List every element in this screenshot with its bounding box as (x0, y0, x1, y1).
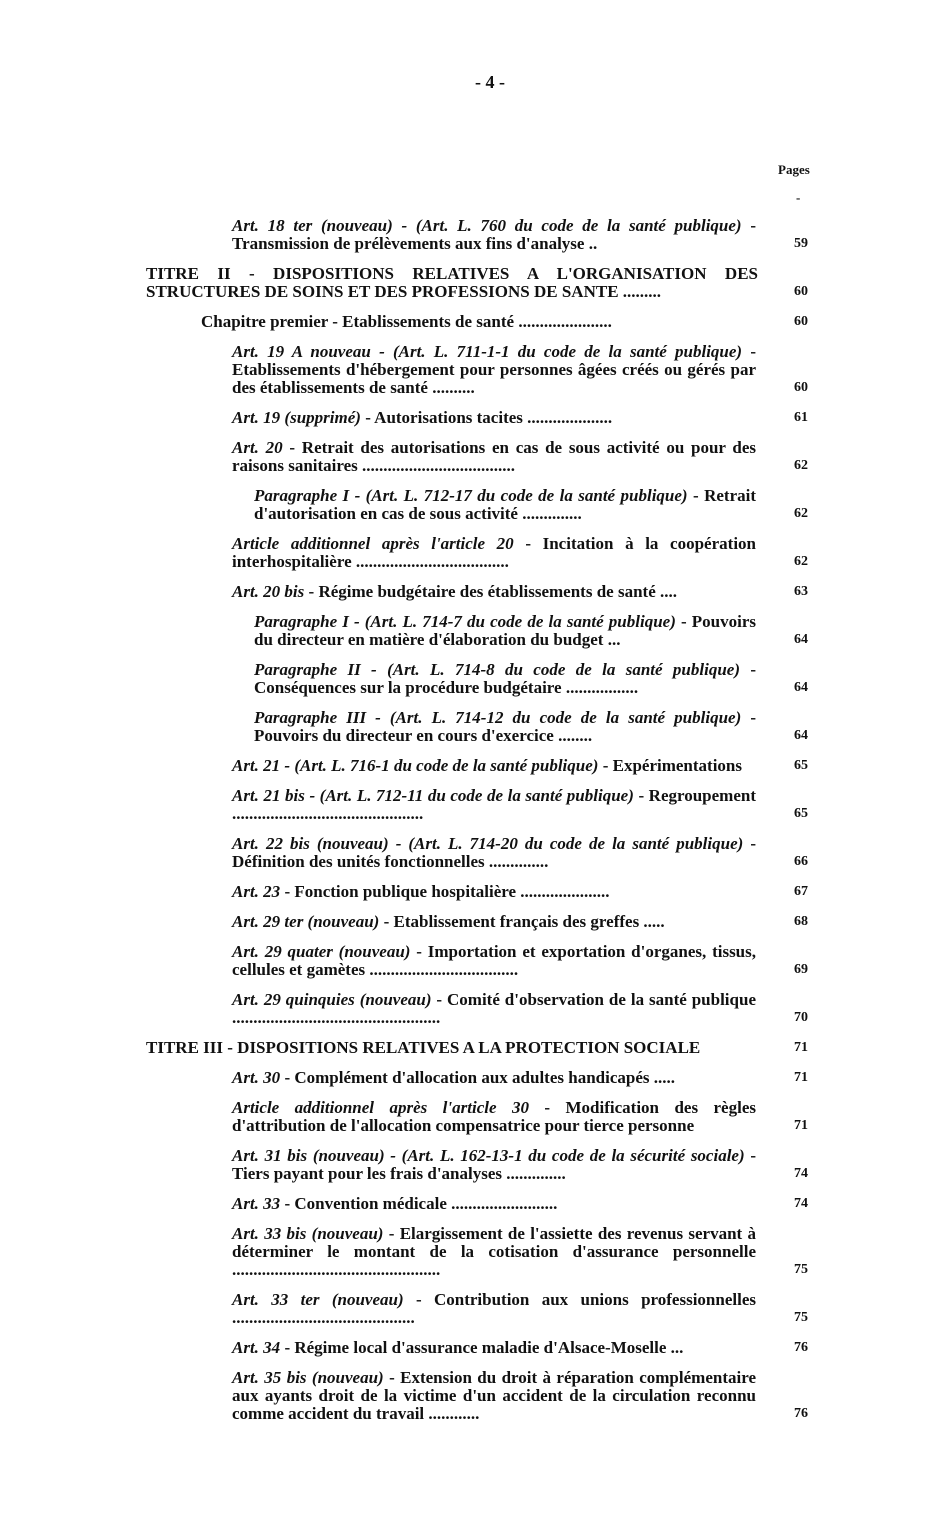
toc-entry (232, 438, 808, 475)
toc-entry-text (232, 1069, 756, 1087)
toc-entry-reference: Art. 35 bis (nouveau) (232, 1368, 384, 1387)
toc-entry (146, 264, 808, 301)
toc-entry-reference: Paragraphe I - (Art. L. 714-7 du code de la santé publique) (254, 612, 676, 631)
toc-entry-reference: Article additionnel après l'article 30 (232, 1098, 529, 1117)
toc-entry-text (232, 1369, 756, 1423)
toc-entry-text (232, 343, 756, 397)
toc-entry-page-number: 76 (794, 1406, 808, 1421)
toc-entry-reference: Art. 29 quater (nouveau) (232, 942, 411, 961)
toc-entry-page-number: 74 (794, 1166, 808, 1181)
toc-entry-reference: Paragraphe II - (Art. L. 714-8 du code de la santé publique) (254, 660, 740, 679)
toc-entry-title: - Complément d'allocation aux adultes handicapés ..... (280, 1068, 675, 1087)
toc-entry-title: - Conséquences sur la procédure budgétaire ................. (254, 660, 756, 697)
toc-entry-text (254, 661, 756, 697)
toc-entry-text (232, 439, 756, 475)
toc-entry-page-number: 64 (794, 680, 808, 695)
toc-entry (254, 612, 808, 649)
toc-entry-page-number: 71 (794, 1118, 808, 1133)
toc-entry-page-number: 65 (794, 806, 808, 821)
toc-entry (232, 756, 808, 775)
toc-entry-title: - Pouvoirs du directeur en matière d'élaboration du budget ... (254, 612, 756, 649)
toc-entry-text (232, 883, 756, 901)
toc-entry (232, 912, 808, 931)
toc-entry-page-number: 75 (794, 1262, 808, 1277)
toc-entry-title: - Elargissement de l'assiette des revenus servant à déterminer le montant de la cotisation d'assurance personnelle ................................................. (232, 1224, 756, 1279)
toc-entry-reference: Art. 33 bis (nouveau) (232, 1224, 384, 1243)
toc-entry-text (232, 835, 756, 871)
toc-entry-text (232, 217, 756, 253)
toc-entry (232, 942, 808, 979)
toc-entry-page-number: 63 (794, 584, 808, 599)
toc-entry-text (232, 409, 756, 427)
toc-entry (232, 1098, 808, 1135)
toc-entry-page-number: 60 (794, 314, 808, 329)
toc-entry-title: - Comité d'observation de la santé publique ................................................. (232, 990, 756, 1027)
toc-entry-text (232, 1225, 756, 1279)
toc-entry (232, 1146, 808, 1183)
toc-entry-text (232, 1195, 756, 1213)
toc-entry (232, 990, 808, 1027)
toc-entry-page-number: 65 (794, 758, 808, 773)
toc-entry-text (232, 1339, 756, 1357)
toc-entry-reference: Art. 34 (232, 1338, 281, 1357)
toc-entry (232, 1224, 808, 1279)
toc-entry (232, 834, 808, 871)
toc-entry-title: Chapitre premier - Etablissements de santé ...................... (201, 312, 612, 331)
toc-entry-page-number: 64 (794, 728, 808, 743)
toc-entry-page-number: 60 (794, 380, 808, 395)
toc-entry (232, 534, 808, 571)
toc-entry-reference: Art. 31 bis (nouveau) - (Art. L. 162-13-1 du code de la sécurité sociale) (232, 1146, 745, 1165)
toc-entry-title: - Convention médicale ......................... (280, 1194, 558, 1213)
toc-entry (232, 582, 808, 601)
toc-entry-title: - Régime budgétaire des établissements de santé .... (304, 582, 677, 601)
toc-entry (254, 486, 808, 523)
toc-entry-page-number: 75 (794, 1310, 808, 1325)
toc-entry-text (201, 313, 763, 331)
toc-entry-page-number: 76 (794, 1340, 808, 1355)
toc-entry-text (254, 709, 756, 745)
page-number: - 4 - (475, 72, 505, 92)
toc-entry-title: - Retrait des autorisations en cas de sous activité ou pour des raisons sanitaires .................................... (232, 438, 756, 475)
toc-entry (232, 1290, 808, 1327)
toc-entry-page-number: 64 (794, 632, 808, 647)
toc-entry-text (232, 1099, 756, 1135)
toc-entry (232, 1368, 808, 1423)
toc-entry-text (254, 487, 756, 523)
toc-entry-reference: Art. 29 quinquies (nouveau) (232, 990, 432, 1009)
toc-entry-reference: Art. 20 bis (232, 582, 305, 601)
toc-entry (146, 1038, 808, 1057)
toc-entry-title: TITRE III - DISPOSITIONS RELATIVES A LA PROTECTION SOCIALE (146, 1038, 701, 1057)
toc-entry-reference: Art. 21 bis - (Art. L. 712-11 du code de la santé publique) (232, 786, 634, 805)
toc-entry-title: TITRE II - DISPOSITIONS RELATIVES A L'ORGANISATION DES STRUCTURES DE SOINS ET DES PROFESSIONS DE SANTE ......... (146, 264, 758, 301)
toc-entry (232, 1068, 808, 1087)
toc-entry-page-number: 69 (794, 962, 808, 977)
toc-entry-reference: Art. 33 ter (nouveau) (232, 1290, 404, 1309)
toc-entry-title: - Regroupement ............................................. (232, 786, 757, 823)
toc-entry-title: - Retrait d'autorisation en cas de sous activité .............. (254, 486, 757, 523)
toc-entry (232, 1338, 808, 1357)
toc-entry-title: - Modification des règles d'attribution de l'allocation compensatrice pour tierce personne (232, 1098, 756, 1135)
toc-entry-title: - Etablissements d'hébergement pour personnes âgées créés ou gérés par des établissements de santé .......... (232, 342, 756, 397)
toc-entry-reference: Art. 22 bis (nouveau) - (Art. L. 714-20 du code de la santé publique) (232, 834, 744, 853)
toc-entry-title: - Fonction publique hospitalière ..................... (280, 882, 610, 901)
pages-column-dash: - (796, 190, 801, 205)
toc-entry-title: - Incitation à la coopération interhospitalière .................................... (232, 534, 756, 571)
toc-entry-text (232, 991, 756, 1027)
toc-entry (232, 1194, 808, 1213)
toc-entry (232, 786, 808, 823)
toc-entry-text (232, 757, 756, 775)
toc-entry-title: - Expérimentations (598, 756, 742, 775)
toc-entry-page-number: 60 (794, 284, 808, 299)
toc-entry-reference: Art. 20 (232, 438, 283, 457)
toc-entry-page-number: 71 (794, 1070, 808, 1085)
toc-entry-title: - Tiers payant pour les frais d'analyses .............. (232, 1146, 756, 1183)
toc-entry-title: - Autorisations tacites .................... (360, 408, 613, 427)
toc-entry-reference: Art. 33 (232, 1194, 281, 1213)
toc-entry-text (254, 613, 756, 649)
toc-entry-page-number: 61 (794, 410, 808, 425)
toc-entry-page-number: 59 (794, 236, 808, 251)
toc-entry-page-number: 67 (794, 884, 808, 899)
toc-entry (201, 312, 808, 331)
toc-entry-reference: Art. 30 (232, 1068, 281, 1087)
toc-entry-title: - Importation et exportation d'organes, tissus, cellules et gamètes ................................... (232, 942, 757, 979)
toc-entry-page-number: 71 (794, 1040, 808, 1055)
toc-entry-page-number: 68 (794, 914, 808, 929)
toc-entry-page-number: 70 (794, 1010, 808, 1025)
toc-entry-text (232, 1147, 756, 1183)
table-of-contents (0, 217, 947, 1435)
toc-entry-reference: Art. 19 A nouveau - (Art. L. 711-1-1 du code de la santé publique) (232, 342, 743, 361)
toc-entry-reference: Art. 23 (232, 882, 281, 901)
toc-entry-title: - Transmission de prélèvements aux fins d'analyse .. (232, 216, 756, 253)
toc-entry-text (232, 1291, 756, 1327)
toc-entry-title: - Etablissement français des greffes ..... (379, 912, 665, 931)
toc-entry (232, 882, 808, 901)
toc-entry-reference: Paragraphe III - (Art. L. 714-12 du code de la santé publique) (254, 708, 742, 727)
toc-entry-text (232, 943, 756, 979)
toc-entry-text (146, 1039, 758, 1057)
toc-entry-reference: Art. 19 (supprimé) (232, 408, 361, 427)
toc-entry-title: - Définition des unités fonctionnelles .............. (232, 834, 756, 871)
toc-entry-title: - Pouvoirs du directeur en cours d'exercice ........ (254, 708, 756, 745)
toc-entry-reference: Art. 18 ter (nouveau) - (Art. L. 760 du code de la santé publique) (232, 216, 742, 235)
toc-entry-reference: Article additionnel après l'article 20 (232, 534, 514, 553)
toc-entry (232, 216, 808, 253)
pages-column-header: Pages (778, 162, 810, 177)
toc-entry-page-number: 74 (794, 1196, 808, 1211)
toc-entry-text (232, 535, 756, 571)
toc-entry-text (232, 787, 756, 823)
toc-entry-text (146, 265, 758, 301)
toc-entry-text (232, 583, 756, 601)
toc-entry (232, 342, 808, 397)
toc-entry (232, 408, 808, 427)
toc-entry-text (232, 913, 756, 931)
toc-entry-reference: Paragraphe I - (Art. L. 712-17 du code de la santé publique) (254, 486, 688, 505)
toc-entry-reference: Art. 21 - (Art. L. 716-1 du code de la santé publique) (232, 756, 599, 775)
toc-entry (254, 708, 808, 745)
toc-entry-page-number: 62 (794, 458, 808, 473)
toc-entry (254, 660, 808, 697)
toc-entry-title: - Contribution aux unions professionnelles ........................................... (232, 1290, 756, 1327)
toc-entry-reference: Art. 29 ter (nouveau) (232, 912, 380, 931)
toc-entry-title: - Extension du droit à réparation complémentaire aux ayants droit de la victime d'un accident de la circulation reconnu comme accident du travail ............ (232, 1368, 756, 1423)
toc-entry-page-number: 66 (794, 854, 808, 869)
toc-entry-title: - Régime local d'assurance maladie d'Alsace-Moselle ... (280, 1338, 684, 1357)
toc-entry-page-number: 62 (794, 554, 808, 569)
toc-entry-page-number: 62 (794, 506, 808, 521)
